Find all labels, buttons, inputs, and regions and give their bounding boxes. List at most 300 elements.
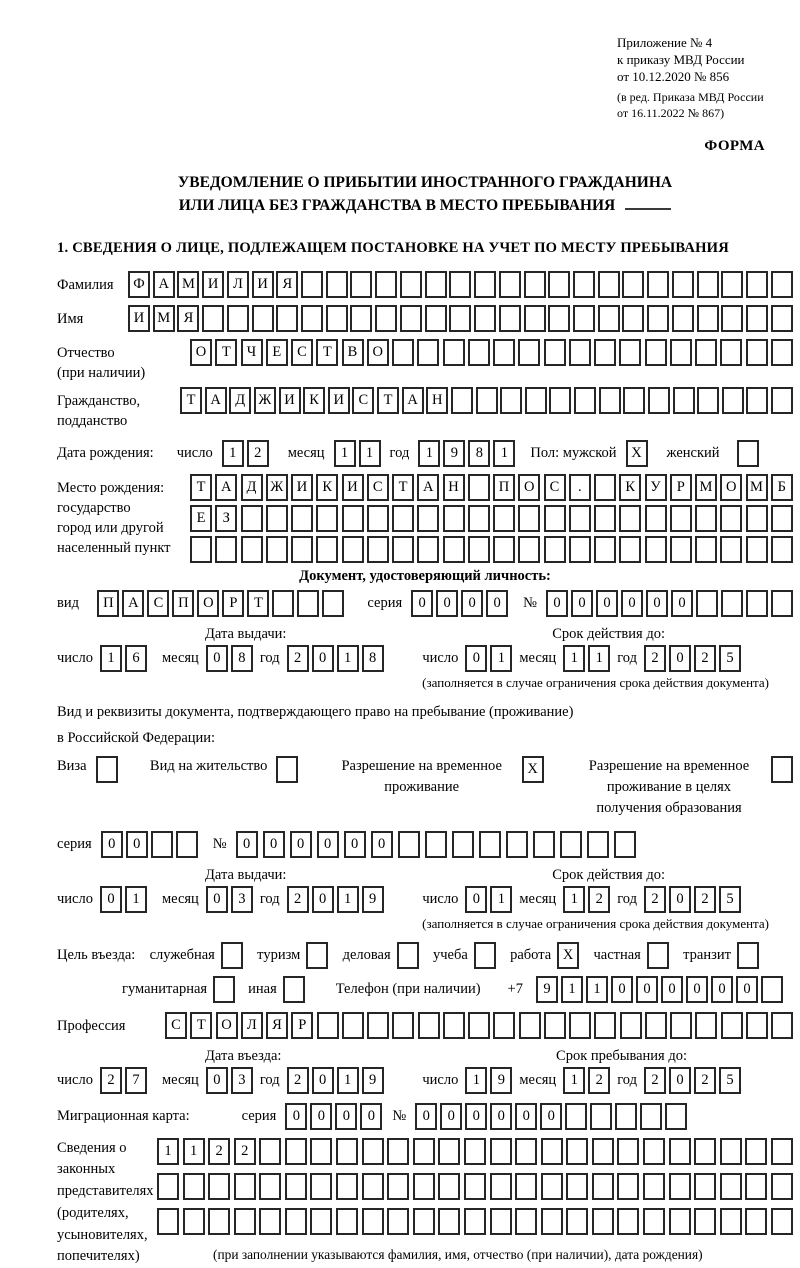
char-cell[interactable] (598, 305, 620, 332)
char-cell[interactable] (669, 1208, 691, 1235)
char-cell[interactable] (594, 339, 616, 366)
char-cell[interactable]: И (291, 474, 313, 501)
char-cell[interactable] (449, 305, 471, 332)
char-cell[interactable] (499, 305, 521, 332)
char-cell[interactable]: 2 (694, 1067, 716, 1094)
char-cell[interactable] (771, 1208, 793, 1235)
char-cell[interactable]: 0 (317, 831, 339, 858)
char-cell[interactable] (285, 1208, 307, 1235)
char-cell[interactable] (322, 590, 344, 617)
char-cell[interactable] (622, 305, 644, 332)
char-cell[interactable] (617, 1173, 639, 1200)
char-cell[interactable]: С (291, 339, 313, 366)
char-cell[interactable] (479, 831, 501, 858)
char-cell[interactable]: 1 (183, 1138, 205, 1165)
char-cell[interactable] (215, 536, 237, 563)
char-cell[interactable] (771, 1138, 793, 1165)
char-cell[interactable] (615, 1103, 637, 1130)
char-cell[interactable]: И (128, 305, 150, 332)
char-cell[interactable] (259, 1208, 281, 1235)
char-cell[interactable]: 0 (310, 1103, 332, 1130)
char-cell[interactable] (493, 505, 515, 532)
char-cell[interactable]: 0 (671, 590, 693, 617)
char-cell[interactable] (720, 1138, 742, 1165)
char-cell[interactable] (549, 387, 571, 414)
char-cell[interactable] (417, 339, 439, 366)
char-cell[interactable] (771, 387, 793, 414)
char-cell[interactable] (746, 271, 768, 298)
char-cell[interactable]: О (190, 339, 212, 366)
char-cell[interactable]: 0 (344, 831, 366, 858)
char-cell[interactable]: 0 (711, 976, 733, 1003)
char-cell[interactable] (695, 339, 717, 366)
char-cell[interactable] (387, 1138, 409, 1165)
char-cell[interactable] (648, 387, 670, 414)
char-cell[interactable] (737, 942, 759, 969)
char-cell[interactable]: 0 (206, 645, 228, 672)
char-cell[interactable] (443, 505, 465, 532)
char-cell[interactable] (443, 339, 465, 366)
char-cell[interactable] (541, 1138, 563, 1165)
char-cell[interactable] (221, 942, 243, 969)
char-cell[interactable]: 1 (359, 440, 381, 467)
char-cell[interactable] (617, 1138, 639, 1165)
char-cell[interactable] (560, 831, 582, 858)
char-cell[interactable] (438, 1138, 460, 1165)
char-cell[interactable]: Т (190, 474, 212, 501)
char-cell[interactable]: Ч (241, 339, 263, 366)
char-cell[interactable] (266, 536, 288, 563)
char-cell[interactable]: А (215, 474, 237, 501)
char-cell[interactable] (694, 1173, 716, 1200)
char-cell[interactable]: 0 (515, 1103, 537, 1130)
char-cell[interactable]: А (402, 387, 424, 414)
char-cell[interactable]: 5 (719, 886, 741, 913)
char-cell[interactable] (413, 1138, 435, 1165)
char-cell[interactable]: 2 (644, 1067, 666, 1094)
char-cell[interactable]: 1 (586, 976, 608, 1003)
char-cell[interactable] (721, 271, 743, 298)
char-cell[interactable] (643, 1208, 665, 1235)
char-cell[interactable]: 0 (465, 886, 487, 913)
char-cell[interactable]: 1 (493, 440, 515, 467)
char-cell[interactable] (375, 271, 397, 298)
char-cell[interactable] (234, 1208, 256, 1235)
char-cell[interactable]: 0 (312, 886, 334, 913)
char-cell[interactable]: 0 (669, 1067, 691, 1094)
char-cell[interactable]: 2 (588, 886, 610, 913)
char-cell[interactable] (285, 1173, 307, 1200)
char-cell[interactable] (375, 305, 397, 332)
char-cell[interactable] (573, 305, 595, 332)
char-cell[interactable]: 1 (337, 645, 359, 672)
char-cell[interactable] (518, 505, 540, 532)
char-cell[interactable]: 3 (231, 1067, 253, 1094)
char-cell[interactable]: О (367, 339, 389, 366)
char-cell[interactable]: И (342, 474, 364, 501)
char-cell[interactable] (720, 536, 742, 563)
char-cell[interactable] (241, 536, 263, 563)
char-cell[interactable] (208, 1173, 230, 1200)
char-cell[interactable]: М (695, 474, 717, 501)
char-cell[interactable]: Т (377, 387, 399, 414)
char-cell[interactable] (476, 387, 498, 414)
char-cell[interactable] (400, 271, 422, 298)
char-cell[interactable]: С (367, 474, 389, 501)
char-cell[interactable] (449, 271, 471, 298)
char-cell[interactable] (336, 1138, 358, 1165)
char-cell[interactable]: 0 (461, 590, 483, 617)
char-cell[interactable]: С (544, 474, 566, 501)
char-cell[interactable]: 0 (411, 590, 433, 617)
char-cell[interactable] (594, 1012, 616, 1039)
char-cell[interactable]: 0 (100, 886, 122, 913)
char-cell[interactable] (350, 305, 372, 332)
char-cell[interactable]: 0 (546, 590, 568, 617)
char-cell[interactable]: 0 (661, 976, 683, 1003)
char-cell[interactable]: X (522, 756, 544, 783)
char-cell[interactable]: О (518, 474, 540, 501)
char-cell[interactable] (771, 590, 793, 617)
char-cell[interactable] (342, 505, 364, 532)
char-cell[interactable]: 2 (694, 645, 716, 672)
char-cell[interactable]: . (569, 474, 591, 501)
char-cell[interactable] (362, 1138, 384, 1165)
char-cell[interactable] (515, 1208, 537, 1235)
char-cell[interactable] (317, 1012, 339, 1039)
char-cell[interactable]: Т (180, 387, 202, 414)
char-cell[interactable] (569, 1012, 591, 1039)
char-cell[interactable]: Л (227, 271, 249, 298)
char-cell[interactable] (183, 1208, 205, 1235)
char-cell[interactable]: 2 (247, 440, 269, 467)
char-cell[interactable] (746, 536, 768, 563)
char-cell[interactable]: 0 (465, 1103, 487, 1130)
char-cell[interactable] (397, 942, 419, 969)
char-cell[interactable] (515, 1138, 537, 1165)
char-cell[interactable] (670, 339, 692, 366)
char-cell[interactable] (425, 305, 447, 332)
char-cell[interactable] (519, 1012, 541, 1039)
char-cell[interactable] (771, 271, 793, 298)
char-cell[interactable]: 0 (236, 831, 258, 858)
char-cell[interactable] (387, 1208, 409, 1235)
char-cell[interactable] (490, 1208, 512, 1235)
char-cell[interactable] (695, 536, 717, 563)
char-cell[interactable] (425, 831, 447, 858)
char-cell[interactable]: О (216, 1012, 238, 1039)
char-cell[interactable] (400, 305, 422, 332)
char-cell[interactable] (697, 305, 719, 332)
char-cell[interactable] (490, 1138, 512, 1165)
char-cell[interactable] (176, 831, 198, 858)
char-cell[interactable] (620, 1012, 642, 1039)
char-cell[interactable]: 5 (719, 645, 741, 672)
char-cell[interactable] (183, 1173, 205, 1200)
char-cell[interactable] (619, 536, 641, 563)
char-cell[interactable] (590, 1103, 612, 1130)
char-cell[interactable]: 1 (563, 645, 585, 672)
char-cell[interactable]: М (153, 305, 175, 332)
char-cell[interactable] (525, 387, 547, 414)
char-cell[interactable] (336, 1208, 358, 1235)
char-cell[interactable]: М (746, 474, 768, 501)
char-cell[interactable]: Е (266, 339, 288, 366)
char-cell[interactable]: 0 (360, 1103, 382, 1130)
char-cell[interactable] (213, 976, 235, 1003)
char-cell[interactable] (771, 756, 793, 783)
char-cell[interactable]: 9 (362, 1067, 384, 1094)
char-cell[interactable] (310, 1138, 332, 1165)
char-cell[interactable]: 0 (440, 1103, 462, 1130)
char-cell[interactable] (544, 339, 566, 366)
char-cell[interactable] (622, 271, 644, 298)
title-blank-line[interactable] (625, 194, 671, 210)
char-cell[interactable] (515, 1173, 537, 1200)
char-cell[interactable]: 0 (596, 590, 618, 617)
char-cell[interactable] (474, 942, 496, 969)
char-cell[interactable]: 0 (290, 831, 312, 858)
char-cell[interactable] (548, 271, 570, 298)
char-cell[interactable] (695, 1012, 717, 1039)
char-cell[interactable]: 1 (157, 1138, 179, 1165)
char-cell[interactable]: С (147, 590, 169, 617)
char-cell[interactable]: 0 (371, 831, 393, 858)
char-cell[interactable] (645, 1012, 667, 1039)
char-cell[interactable] (548, 305, 570, 332)
char-cell[interactable]: 0 (436, 590, 458, 617)
char-cell[interactable]: А (122, 590, 144, 617)
char-cell[interactable] (599, 387, 621, 414)
char-cell[interactable]: 0 (206, 886, 228, 913)
char-cell[interactable] (569, 536, 591, 563)
char-cell[interactable] (643, 1138, 665, 1165)
char-cell[interactable] (647, 305, 669, 332)
char-cell[interactable]: 0 (736, 976, 758, 1003)
char-cell[interactable] (417, 505, 439, 532)
char-cell[interactable]: Л (241, 1012, 263, 1039)
char-cell[interactable] (720, 505, 742, 532)
char-cell[interactable] (594, 505, 616, 532)
char-cell[interactable]: У (645, 474, 667, 501)
char-cell[interactable] (362, 1208, 384, 1235)
char-cell[interactable] (771, 505, 793, 532)
char-cell[interactable]: 0 (335, 1103, 357, 1130)
char-cell[interactable] (647, 942, 669, 969)
char-cell[interactable]: П (97, 590, 119, 617)
char-cell[interactable]: Д (241, 474, 263, 501)
char-cell[interactable] (468, 1012, 490, 1039)
char-cell[interactable] (392, 1012, 414, 1039)
char-cell[interactable] (720, 1208, 742, 1235)
char-cell[interactable] (362, 1173, 384, 1200)
char-cell[interactable]: 0 (126, 831, 148, 858)
char-cell[interactable]: 0 (206, 1067, 228, 1094)
char-cell[interactable] (697, 271, 719, 298)
char-cell[interactable] (669, 1173, 691, 1200)
char-cell[interactable] (720, 1173, 742, 1200)
char-cell[interactable] (569, 339, 591, 366)
char-cell[interactable]: Я (177, 305, 199, 332)
char-cell[interactable] (190, 536, 212, 563)
char-cell[interactable]: И (202, 271, 224, 298)
char-cell[interactable] (490, 1173, 512, 1200)
char-cell[interactable]: Ж (254, 387, 276, 414)
char-cell[interactable] (566, 1173, 588, 1200)
char-cell[interactable] (587, 831, 609, 858)
char-cell[interactable] (541, 1173, 563, 1200)
char-cell[interactable]: 9 (443, 440, 465, 467)
char-cell[interactable] (761, 976, 783, 1003)
char-cell[interactable]: 0 (669, 645, 691, 672)
char-cell[interactable] (771, 1173, 793, 1200)
char-cell[interactable] (291, 505, 313, 532)
char-cell[interactable]: Р (222, 590, 244, 617)
char-cell[interactable]: 1 (465, 1067, 487, 1094)
char-cell[interactable]: Ж (266, 474, 288, 501)
char-cell[interactable] (623, 387, 645, 414)
char-cell[interactable] (746, 590, 768, 617)
char-cell[interactable] (443, 536, 465, 563)
char-cell[interactable] (499, 271, 521, 298)
char-cell[interactable] (746, 305, 768, 332)
char-cell[interactable] (672, 305, 694, 332)
char-cell[interactable]: 2 (234, 1138, 256, 1165)
char-cell[interactable] (301, 305, 323, 332)
char-cell[interactable] (643, 1173, 665, 1200)
char-cell[interactable] (468, 505, 490, 532)
char-cell[interactable]: 1 (490, 645, 512, 672)
char-cell[interactable]: 0 (465, 645, 487, 672)
char-cell[interactable] (569, 505, 591, 532)
char-cell[interactable]: Б (771, 474, 793, 501)
char-cell[interactable] (310, 1208, 332, 1235)
char-cell[interactable] (291, 536, 313, 563)
char-cell[interactable]: Д (229, 387, 251, 414)
char-cell[interactable] (544, 1012, 566, 1039)
char-cell[interactable] (524, 305, 546, 332)
char-cell[interactable] (464, 1173, 486, 1200)
char-cell[interactable]: 1 (337, 886, 359, 913)
char-cell[interactable] (276, 305, 298, 332)
char-cell[interactable] (645, 505, 667, 532)
char-cell[interactable] (720, 339, 742, 366)
char-cell[interactable]: 2 (694, 886, 716, 913)
char-cell[interactable]: 1 (100, 645, 122, 672)
char-cell[interactable] (451, 387, 473, 414)
char-cell[interactable]: В (342, 339, 364, 366)
char-cell[interactable]: Т (316, 339, 338, 366)
char-cell[interactable] (617, 1208, 639, 1235)
char-cell[interactable]: К (303, 387, 325, 414)
char-cell[interactable]: 2 (287, 886, 309, 913)
char-cell[interactable] (493, 1012, 515, 1039)
char-cell[interactable]: 9 (536, 976, 558, 1003)
char-cell[interactable] (737, 440, 759, 467)
char-cell[interactable]: 1 (125, 886, 147, 913)
char-cell[interactable]: Я (276, 271, 298, 298)
char-cell[interactable]: 0 (415, 1103, 437, 1130)
char-cell[interactable]: 8 (468, 440, 490, 467)
char-cell[interactable]: 1 (588, 645, 610, 672)
char-cell[interactable] (493, 536, 515, 563)
char-cell[interactable] (342, 1012, 364, 1039)
char-cell[interactable]: Я (266, 1012, 288, 1039)
char-cell[interactable]: 9 (362, 886, 384, 913)
char-cell[interactable]: 0 (686, 976, 708, 1003)
char-cell[interactable] (696, 590, 718, 617)
char-cell[interactable] (367, 536, 389, 563)
char-cell[interactable]: 1 (418, 440, 440, 467)
char-cell[interactable] (392, 505, 414, 532)
char-cell[interactable]: 5 (719, 1067, 741, 1094)
char-cell[interactable]: 1 (222, 440, 244, 467)
char-cell[interactable]: И (279, 387, 301, 414)
char-cell[interactable] (301, 271, 323, 298)
char-cell[interactable]: 0 (312, 1067, 334, 1094)
char-cell[interactable]: 2 (100, 1067, 122, 1094)
char-cell[interactable]: 0 (571, 590, 593, 617)
char-cell[interactable] (306, 942, 328, 969)
char-cell[interactable]: 2 (644, 645, 666, 672)
char-cell[interactable] (272, 590, 294, 617)
char-cell[interactable]: М (177, 271, 199, 298)
char-cell[interactable] (566, 1208, 588, 1235)
char-cell[interactable]: А (205, 387, 227, 414)
char-cell[interactable] (452, 831, 474, 858)
char-cell[interactable]: 0 (646, 590, 668, 617)
char-cell[interactable] (592, 1208, 614, 1235)
char-cell[interactable]: 0 (621, 590, 643, 617)
char-cell[interactable] (518, 536, 540, 563)
char-cell[interactable]: 3 (231, 886, 253, 913)
char-cell[interactable]: 1 (337, 1067, 359, 1094)
char-cell[interactable]: 0 (312, 645, 334, 672)
char-cell[interactable] (157, 1208, 179, 1235)
char-cell[interactable] (500, 387, 522, 414)
char-cell[interactable]: Н (443, 474, 465, 501)
char-cell[interactable] (96, 756, 118, 783)
char-cell[interactable]: А (417, 474, 439, 501)
char-cell[interactable]: И (252, 271, 274, 298)
char-cell[interactable] (721, 590, 743, 617)
char-cell[interactable]: 2 (287, 1067, 309, 1094)
char-cell[interactable] (227, 305, 249, 332)
char-cell[interactable] (398, 831, 420, 858)
char-cell[interactable] (259, 1138, 281, 1165)
char-cell[interactable] (722, 387, 744, 414)
char-cell[interactable] (342, 536, 364, 563)
char-cell[interactable] (276, 756, 298, 783)
char-cell[interactable] (468, 339, 490, 366)
char-cell[interactable]: 0 (490, 1103, 512, 1130)
char-cell[interactable] (326, 271, 348, 298)
char-cell[interactable] (771, 305, 793, 332)
char-cell[interactable] (721, 1012, 743, 1039)
char-cell[interactable]: О (197, 590, 219, 617)
char-cell[interactable]: С (165, 1012, 187, 1039)
char-cell[interactable]: 1 (490, 886, 512, 913)
char-cell[interactable]: 2 (644, 886, 666, 913)
char-cell[interactable] (259, 1173, 281, 1200)
char-cell[interactable] (594, 474, 616, 501)
char-cell[interactable] (771, 536, 793, 563)
char-cell[interactable] (266, 505, 288, 532)
char-cell[interactable] (283, 976, 305, 1003)
char-cell[interactable] (285, 1138, 307, 1165)
char-cell[interactable] (387, 1173, 409, 1200)
char-cell[interactable]: 1 (561, 976, 583, 1003)
